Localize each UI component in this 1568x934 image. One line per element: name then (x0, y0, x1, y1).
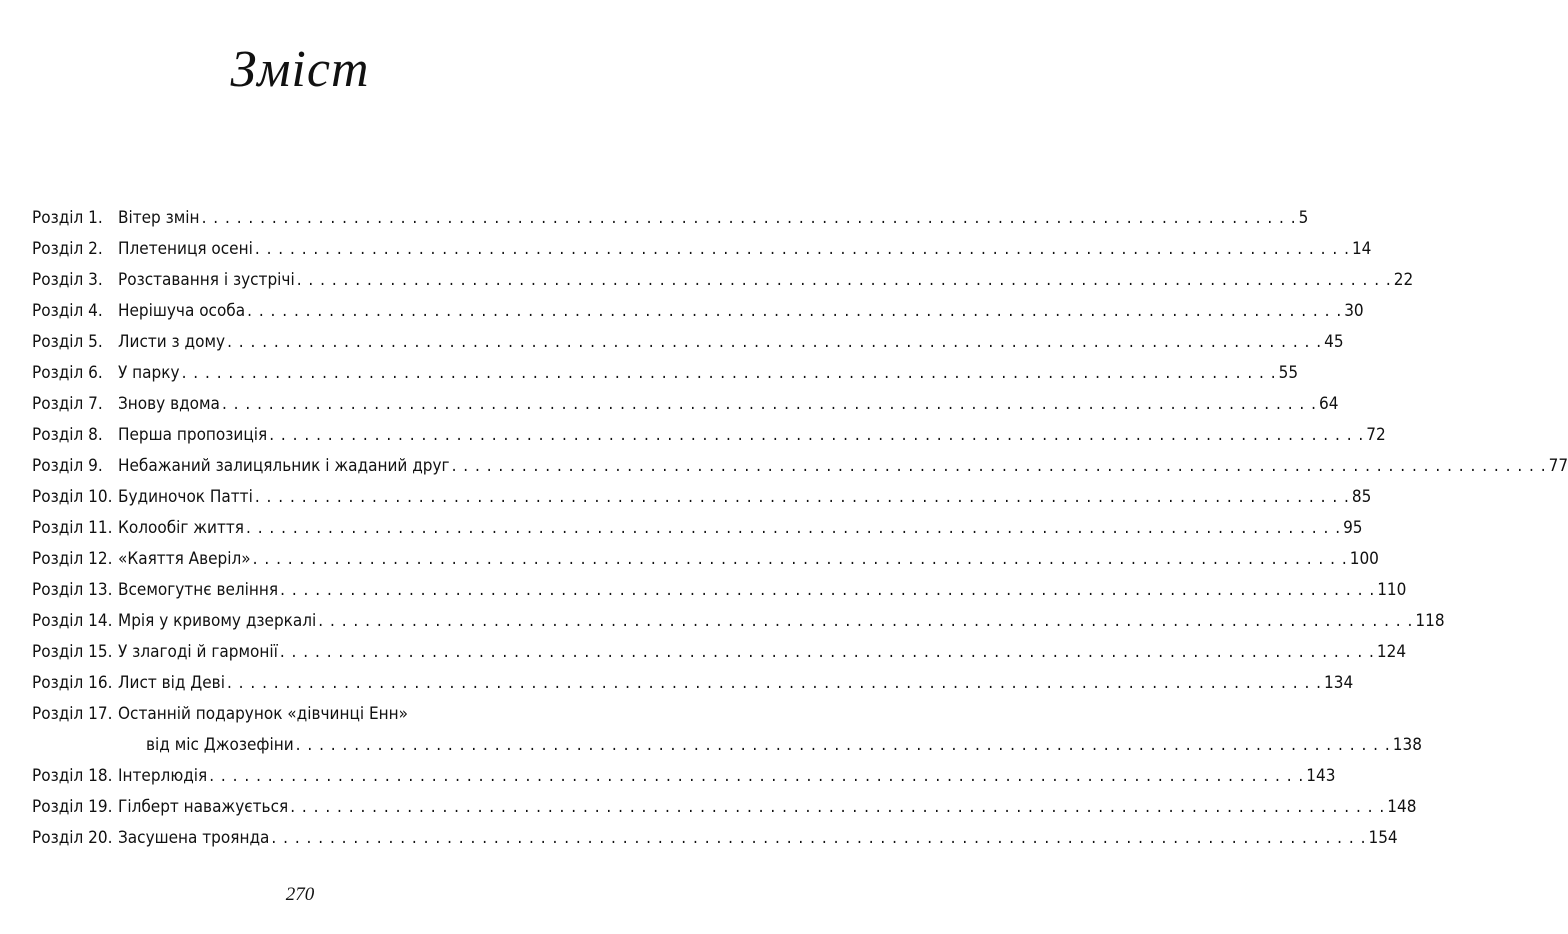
chapter-label: Розділ 5. (32, 332, 103, 352)
chapter-label: Розділ 6. (32, 363, 103, 383)
chapter-label: Розділ 1. (32, 208, 103, 228)
dot-leader (246, 513, 1341, 544)
dot-leader (290, 792, 1385, 823)
chapter-label: Розділ 2. (32, 239, 103, 259)
chapter-label: Розділ 3. (32, 270, 103, 290)
chapter-title: Інтерлюдія (118, 766, 208, 786)
chapter-page: 72 (1366, 425, 1386, 445)
chapter-page: 138 (1392, 735, 1422, 755)
chapter-page: 85 (1351, 487, 1372, 507)
chapter-label: Розділ 9. (32, 456, 103, 476)
dot-leader (253, 544, 1348, 575)
chapter-page: 100 (1349, 549, 1379, 569)
chapter-page: 148 (1387, 797, 1417, 817)
chapter-title: Вітер змін (118, 208, 200, 228)
chapter-title: Будиночок Патті (118, 487, 253, 507)
toc-entry[interactable] (32, 792, 1417, 823)
dot-leader (247, 296, 1342, 327)
dot-leader (271, 823, 1366, 854)
toc-entry-line-1 (32, 699, 570, 730)
chapter-page: 64 (1319, 394, 1339, 414)
chapter-label: Розділ 20. (32, 828, 113, 848)
toc-entry[interactable] (32, 451, 1568, 482)
toc-entry[interactable] (32, 513, 1363, 544)
page-number: 270 (285, 884, 315, 905)
chapter-page: 124 (1376, 642, 1407, 662)
toc-entry[interactable] (32, 296, 1364, 327)
chapter-title: Небажаний залицяльник і жаданий друг (118, 456, 450, 476)
toc-entry[interactable] (32, 265, 1414, 296)
dot-leader (222, 389, 1317, 420)
dot-leader (318, 606, 1413, 637)
chapter-label: Розділ 13. (32, 580, 113, 600)
page-title: Зміст (230, 41, 370, 98)
chapter-title: Знову вдома (118, 394, 220, 414)
toc-entry[interactable] (32, 234, 1372, 265)
chapter-title: Мрія у кривому дзеркалі (118, 611, 317, 631)
toc-entry[interactable] (32, 761, 1336, 792)
chapter-title: Гілберт наважується (118, 797, 289, 817)
toc-entry[interactable] (32, 358, 1299, 389)
chapter-title: Колообіг життя (118, 518, 244, 538)
chapter-title: Лист від Деві (118, 673, 225, 693)
table-of-contents (32, 203, 1568, 854)
toc-entry[interactable] (32, 482, 1372, 513)
toc-entry[interactable] (32, 637, 1407, 668)
dot-leader (280, 575, 1375, 606)
chapter-title: Плетениця осені (118, 239, 253, 259)
dot-leader (280, 637, 1375, 668)
dot-leader (269, 420, 1364, 451)
chapter-label: Розділ 15. (32, 642, 113, 662)
toc-entry[interactable] (32, 575, 1407, 606)
dot-leader (202, 203, 1297, 234)
chapter-label: Розділ 11. (32, 518, 113, 538)
chapter-page: 45 (1324, 332, 1344, 352)
toc-entry[interactable] (32, 699, 1422, 761)
chapter-label: Розділ 7. (32, 394, 103, 414)
chapter-label: Розділ 8. (32, 425, 103, 445)
chapter-label: Розділ 12. (32, 549, 113, 569)
dot-leader (255, 234, 1350, 265)
chapter-title: У злагоді й гармонії (118, 642, 278, 662)
chapter-page: 154 (1368, 828, 1398, 848)
chapter-label: Розділ 17. (32, 704, 113, 724)
chapter-label: Розділ 18. (32, 766, 113, 786)
toc-entry[interactable] (32, 606, 1445, 637)
chapter-page: 118 (1415, 611, 1445, 631)
chapter-label: Розділ 19. (32, 797, 113, 817)
chapter-page: 22 (1393, 270, 1414, 290)
chapter-title: Нерішуча особа (118, 301, 246, 321)
chapter-title: Розставання і зустрічі (118, 270, 295, 290)
chapter-page: 30 (1344, 301, 1364, 321)
chapter-label: Розділ 14. (32, 611, 113, 631)
chapter-title: Листи з дому (118, 332, 226, 352)
chapter-title: Останній подарунок «дівчинці Енн» (118, 704, 408, 724)
toc-entry[interactable] (32, 823, 1398, 854)
toc-entry[interactable] (32, 327, 1344, 358)
chapter-page: 134 (1324, 673, 1354, 693)
chapter-page: 95 (1343, 518, 1363, 538)
indent-spacer (32, 730, 146, 761)
chapter-label: Розділ 16. (32, 673, 113, 693)
chapter-label: Розділ 10. (32, 487, 113, 507)
chapter-page: 143 (1306, 766, 1336, 786)
dot-leader (209, 761, 1304, 792)
toc-entry[interactable] (32, 203, 1309, 234)
dot-leader (452, 451, 1547, 482)
chapter-title: У парку (118, 363, 180, 383)
toc-entry[interactable] (32, 668, 1354, 699)
dot-leader (227, 668, 1322, 699)
chapter-page: 5 (1298, 208, 1309, 228)
toc-entry[interactable] (32, 389, 1339, 420)
chapter-page: 55 (1278, 363, 1299, 383)
chapter-title: «Каяття Аверіл» (118, 549, 251, 569)
chapter-title: Засушена троянда (118, 828, 270, 848)
dot-leader (296, 730, 1391, 761)
toc-entry[interactable] (32, 544, 1379, 575)
dot-leader (227, 327, 1322, 358)
chapter-page: 77 (1548, 456, 1568, 476)
chapter-page: 14 (1351, 239, 1372, 259)
chapter-title: Перша пропозиція (118, 425, 268, 445)
toc-entry-line-2 (32, 730, 1422, 761)
chapter-label: Розділ 4. (32, 301, 103, 321)
chapter-title-continued: від міс Джозефіни (146, 735, 294, 755)
dot-leader (182, 358, 1277, 389)
chapter-page: 110 (1377, 580, 1407, 600)
chapter-title: Всемогутнє веління (118, 580, 279, 600)
dot-leader (255, 482, 1350, 513)
toc-entry[interactable] (32, 420, 1386, 451)
dot-leader (297, 265, 1392, 296)
